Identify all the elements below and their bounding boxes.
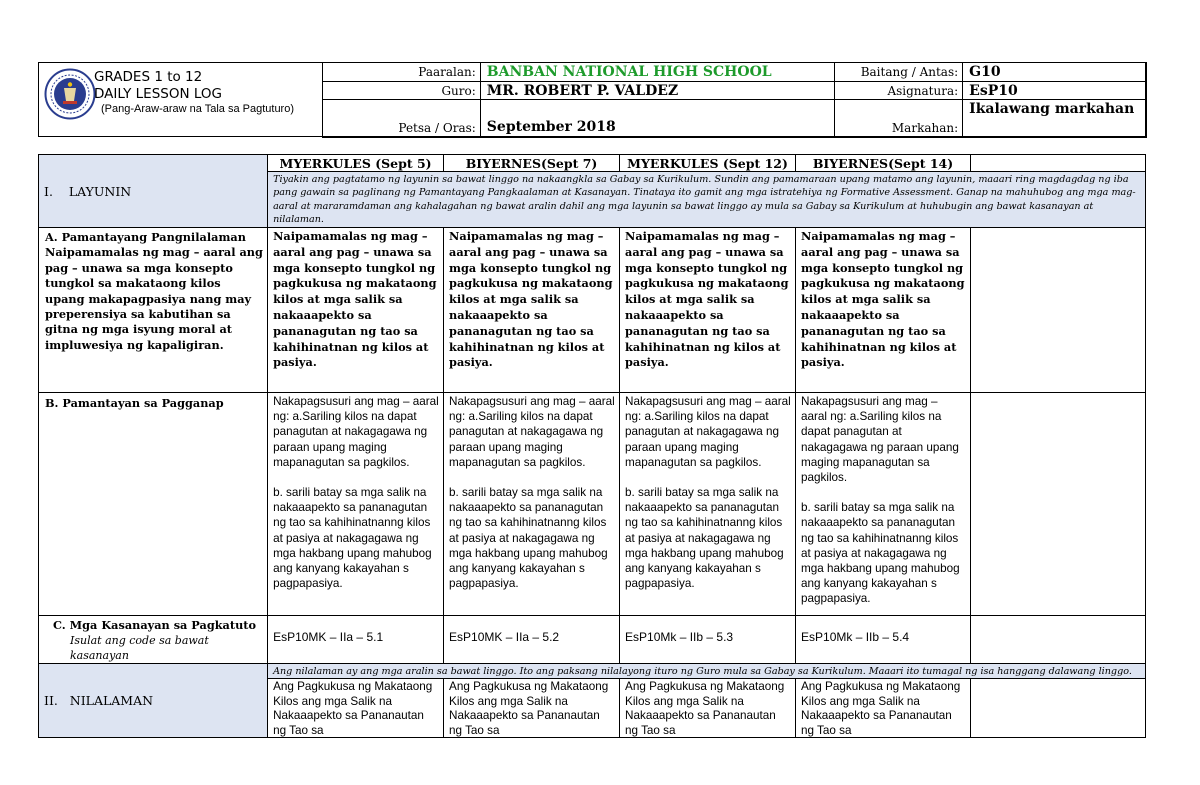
day-header: MYERKULES (Sept 12) [620, 155, 796, 172]
markahan-label: Markahan: [835, 100, 963, 138]
competency-code: EsP10MK – IIa – 5.2 [444, 616, 620, 664]
row-b-cell [444, 393, 620, 616]
row-a-cell: Naipamamalas ng mag – aaral ang pag – unawa sa mga konsepto tungkol ng pagkukusa ng makataong kilos at mga salik sa nakaaapekto sa pananagutan ng tao sa kahihinatnan ng kilos at pasiya. [268, 228, 444, 393]
day-header: BIYERNES(Sept 14) [796, 155, 971, 172]
nilalaman-empty [971, 679, 1146, 738]
guro-label: Guro: [323, 82, 481, 100]
nilalaman-number: II. [44, 693, 58, 709]
row-a-cell: Naipamamalas ng mag – aaral ang pag – unawa sa mga konsepto tungkol ng pagkukusa ng makataong kilos at mga salik sa nakaaapekto sa pananagutan ng tao sa kahihinatnan ng kilos at pasiya. [444, 228, 620, 393]
header-info-table [322, 62, 1147, 138]
row-b-para-1: Nakapagsusuri ang mag – aaral ng: a.Sariling kilos na dapat panagutan at nakagagawa ng paraan upang maging mapanagutan sa pagkilos. [273, 395, 439, 469]
day-header-row [39, 155, 1146, 172]
nilalaman-text: Ang Pagkukusa ng Makataong Kilos ang mga Salik na Nakaaapekto sa Pananautan ng Tao sa [273, 680, 433, 737]
date: September 2018 [480, 100, 834, 138]
row-a-cell: Naipamamalas ng mag – aaral ang pag – unawa sa mga konsepto tungkol ng pagkukusa ng makataong kilos at mga salik sa nakaaapekto sa pananagutan ng tao sa kahihinatnan ng kilos at pasiya. [796, 228, 971, 393]
row-c-label-cell [39, 616, 268, 664]
row-b-cell [268, 393, 444, 616]
row-b-para-1: Nakapagsusuri ang mag – aaral ng: a.Sariling kilos na dapat panagutan at nakagagawa ng paraan upang maging mapanagutan sa pagkilos. [801, 395, 959, 485]
dll-label: DAILY LESSON LOG [94, 86, 222, 102]
school-name: BANBAN NATIONAL HIGH SCHOOL [480, 63, 834, 82]
competency-code: EsP10MK – IIa – 5.1 [268, 616, 444, 664]
subject: EsP10 [963, 82, 1147, 100]
nilalaman-cell [620, 679, 796, 738]
row-mga-kasanayan [39, 616, 1146, 664]
subtitle-label: (Pang-Araw-araw na Tala sa Pagtuturo) [101, 103, 295, 115]
day-header-empty [971, 155, 1146, 172]
grades-label: GRADES 1 to 12 [94, 69, 203, 85]
nilalaman-label: NILALAMAN [69, 693, 154, 709]
row-b-empty [971, 393, 1146, 616]
row-b-para-2: b. sarili batay sa mga salik na nakaaapekto sa pananagutan ng tao sa kahihinatnanng kilos at pasiya at nakagagawa ng mga hakbang upang mahubog ang kanyang kakayahan s pagpapasiya. [449, 486, 608, 591]
layunin-heading [39, 155, 268, 228]
nilalaman-note-row [39, 664, 1146, 679]
nilalaman-text: Ang Pagkukusa ng Makataong Kilos ang mga Salik na Nakaaapekto sa Pananautan ng Tao sa [625, 680, 785, 737]
grade-level: G10 [963, 63, 1147, 82]
row-b-para-1: Nakapagsusuri ang mag – aaral ng: a.Sariling kilos na dapat panagutan at nakagagawa ng paraan upang maging mapanagutan sa pagkilos. [625, 395, 791, 469]
teacher-name: MR. ROBERT P. VALDEZ [480, 82, 834, 100]
asignatura-label: Asignatura: [835, 82, 963, 100]
day-header: BIYERNES(Sept 7) [444, 155, 620, 172]
nilalaman-text: Ang Pagkukusa ng Makataong Kilos ang mga Salik na Nakaaapekto sa Pananautan ng Tao sa [449, 680, 609, 737]
row-a-cell: Naipamamalas ng mag – aaral ang pag – unawa sa mga konsepto tungkol ng pagkukusa ng makataong kilos at mga salik sa nakaaapekto sa pananagutan ng tao sa kahihinatnan ng kilos at pasiya. [620, 228, 796, 393]
row-b-para-2: b. sarili batay sa mga salik na nakaaapekto sa pananagutan ng tao sa kahihinatnanng kilos at pasiya at nakagagawa ng mga hakbang upang mahubog ang kanyang kakayahan s pagpapasiya. [273, 486, 432, 591]
row-b-label: B. Pamantayan sa Pagganap [39, 393, 268, 616]
petsa-label: Petsa / Oras: [323, 100, 481, 138]
nilalaman-cell [796, 679, 971, 738]
competency-code: EsP10Mk – IIb – 5.4 [796, 616, 971, 664]
header-block [38, 62, 1146, 137]
row-b-para-1: Nakapagsusuri ang mag – aaral ng: a.Sariling kilos na dapat panagutan at nakagagawa ng paraan upang maging mapanagutan sa pagkilos. [449, 395, 615, 469]
nilalaman-cell [268, 679, 444, 738]
layunin-number: I. [44, 183, 53, 199]
row-b-para-2: b. sarili batay sa mga salik na nakaaapekto sa pananagutan ng tao sa kahihinatnanng kilos at pasiya at nakagagawa ng mga hakbang upang mahubog ang kanyang kakayahan s pagpapasiya. [801, 501, 960, 606]
row-b-cell [796, 393, 971, 616]
competency-code: EsP10Mk – IIb – 5.3 [620, 616, 796, 664]
nilalaman-heading [39, 664, 268, 738]
row-b-para-2: b. sarili batay sa mga salik na nakaaapekto sa pananagutan ng tao sa kahihinatnanng kilos at pasiya at nakagagawa ng mga hakbang upang mahubog ang kanyang kakayahan s pagpapasiya. [625, 486, 784, 591]
paaralan-label: Paaralan: [323, 63, 481, 82]
row-c-label: C. Mga Kasanayan sa Pagkatuto [53, 618, 257, 632]
lesson-log-table [38, 154, 1146, 738]
nilalaman-cell [444, 679, 620, 738]
nilalaman-note: Ang nilalaman ay ang mga aralin sa bawat linggo. Ito ang paksang nilalayong ituro ng Guro mula sa Gabay sa Kurikulum. Maaari ito tumagal ng isa hanggang dalawang linggo. [268, 664, 1146, 679]
row-c-sublabel: Isulat ang code sa bawat kasanayan [70, 634, 209, 662]
baitang-label: Baitang / Antas: [835, 63, 963, 82]
nilalaman-text: Ang Pagkukusa ng Makataong Kilos ang mga Salik na Nakaaapekto sa Pananautan ng Tao sa [801, 680, 961, 737]
day-header: MYERKULES (Sept 5) [268, 155, 444, 172]
deped-seal-icon [44, 68, 96, 120]
layunin-note: Tiyakin ang pagtatamo ng layunin sa bawat linggo na nakaangkla sa Gabay sa Kurikulum. Sundin ang pamamaraan upang matamo ang layunin, maaari ring magdagdag ng iba pang gawain sa paglinang ng Pamantayang Pangkaalaman at Kasanayan. Tinataya ito gamit ang mga istratehiya ng Formative Assessment. Ganap na mahuhubog ang mga mag-aaral at mararamdaman ang kahalagahan ng bawat aralin dahil ang mga layunin sa bawat linggo ay mula sa Gabay sa Kurikulum at huhubugin ang bawat kasanayan at nilalaman. [268, 172, 1146, 228]
row-a-label: A. Pamantayang Pangnilalaman Naipamamalas ng mag – aaral ang pag – unawa sa mga konsepto tungkol sa makataong kilos upang makapagpasiya nang may preperensiya sa kabutihan sa gitna ng mga isyung moral at impluwesiya ng kapaligiran. [39, 228, 268, 393]
row-pamantayang-pangnilalaman [39, 228, 1146, 393]
row-c-empty [971, 616, 1146, 664]
row-b-cell [620, 393, 796, 616]
quarter: Ikalawang markahan [963, 100, 1147, 138]
row-pamantayan-sa-pagganap [39, 393, 1146, 616]
layunin-label: LAYUNIN [68, 183, 132, 199]
row-a-cell [971, 228, 1146, 393]
